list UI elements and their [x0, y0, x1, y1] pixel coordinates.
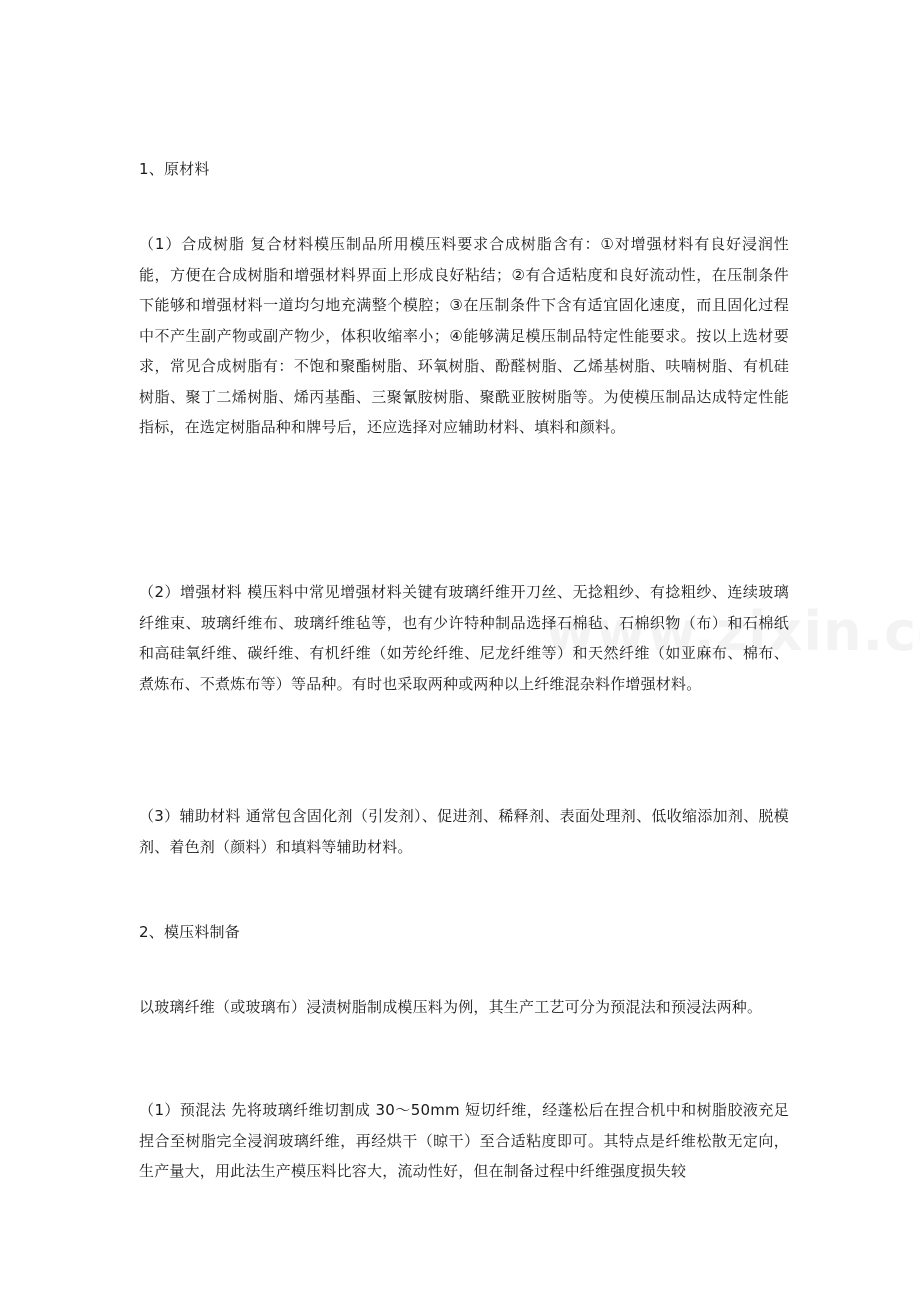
paragraph-auxiliary-material: （3）辅助材料 通常包含固化剂（引发剂）、促进剂、稀释剂、表面处理剂、低收缩添加剂、脱模剂、着色剂（颜料）和填料等辅助材料。: [139, 807, 789, 856]
section-heading-raw-materials: 1、原材料: [139, 160, 210, 178]
paragraph-synthetic-resin: （1）合成树脂 复合材料模压制品所用模压料要求合成树脂含有：①对增强材料有良好浸润性能，方便在合成树脂和增强材料界面上形成良好粘结；②有合适粘度和良好流动性，在压制条件下能够和增强材料一道均匀地充满整个模腔；③在压制条件下含有适宜固化速度，而且固化过程中不产生副产物或副产物少，体积收缩率小；④能够满足模压制品特定性能要求。按以上选材要求，常见合成树脂有：不饱和聚酯树脂、环氧树脂、酚醛树脂、乙烯基树脂、呋喃树脂、有机硅树脂、聚丁二烯树脂、烯丙基酯、三聚氰胺树脂、聚酰亚胺树脂等。为使模压制品达成特定性能指标，在选定树脂品种和牌号后，还应选择对应辅助材料、填料和颜料。: [139, 235, 789, 436]
paragraph-premix-method: （1）预混法 先将玻璃纤维切割成 30～50mm 短切纤维，经蓬松后在捏合机中和树脂胶液充足捏合至树脂完全浸润玻璃纤维，再经烘干（晾干）至合适粘度即可。其特点是纤维松散无定向，生产量大，用此法生产模压料比容大，流动性好，但在制备过程中纤维强度损失较: [139, 1101, 789, 1180]
paragraph-reinforcing-material: （2）增强材料 模压料中常见增强材料关键有玻璃纤维开刀丝、无捻粗纱、有捻粗纱、连续玻璃纤维束、玻璃纤维布、玻璃纤维毡等，也有少许特种制品选择石棉毡、石棉织物（布）和石棉纸和高硅氧纤维、碳纤维、有机纤维（如芳纶纤维、尼龙纤维等）和天然纤维（如亚麻布、棉布、煮炼布、不煮炼布等）等品种。有时也采取两种或两种以上纤维混杂料作增强材料。: [139, 583, 789, 693]
section-heading-molding-compound-preparation: 2、模压料制备: [139, 923, 240, 941]
paragraph-preparation-intro: 以玻璃纤维（或玻璃布）浸渍树脂制成模压料为例，其生产工艺可分为预混法和预浸法两种。: [139, 998, 763, 1016]
